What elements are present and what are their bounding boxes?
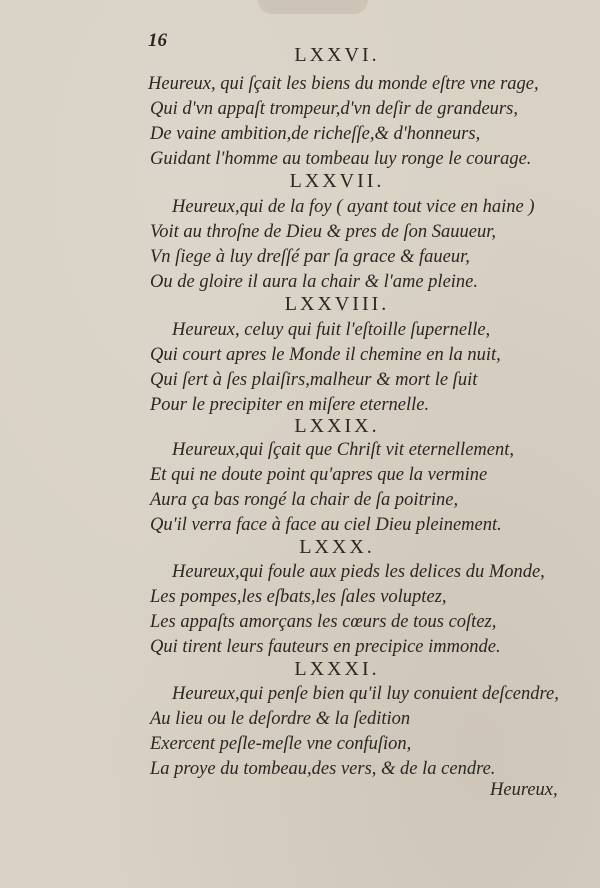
page-number: 16 [148, 30, 167, 51]
verse-line: Guidant l'homme au tombeau luy ronge le courage. [150, 149, 532, 169]
stanza-heading: LXXVI. [294, 44, 380, 66]
verse-line: Heureux, celuy qui fuit l'eſtoille ſupernelle, [172, 320, 491, 340]
catchword: Heureux, [490, 780, 558, 800]
verse-line: Qui court apres le Monde il chemine en la nuit, [150, 345, 501, 365]
verse-line: Qui d'vn appaſt trompeur,d'vn deſir de grandeurs, [150, 99, 518, 119]
verse-line: Au lieu ou le deſordre & la ſedition [150, 709, 411, 729]
verse-line: Aura ça bas rongé la chair de ſa poitrine, [150, 490, 459, 510]
verse-line: Qu'il verra face à face au ciel Dieu pleinement. [150, 515, 502, 535]
stanza-heading: LXXIX. [294, 415, 380, 437]
verse-line: Et qui ne doute point qu'apres que la vermine [150, 465, 488, 485]
stanza-heading: LXXVIII. [284, 293, 390, 315]
verse-line: Vn ſiege à luy dreſſé par ſa grace & faueur, [150, 247, 470, 267]
stanza-heading: LXXXI. [294, 658, 380, 680]
verse-line: Pour le precipiter en miſere eternelle. [150, 395, 430, 415]
verse-line: Heureux,qui penſe bien qu'il luy conuient deſcendre, [172, 684, 559, 704]
verse-line: Exercent peſle-meſle vne confuſion, [150, 734, 412, 754]
verse-line: Les pompes,les eſbats,les ſales voluptez, [150, 587, 447, 607]
verse-line: Les appaſts amorçans les cœurs de tous coſtez, [150, 612, 497, 632]
verse-line: Heureux,qui ſçait que Chriſt vit eternellement, [172, 440, 514, 460]
verse-line: Heureux, qui ſçait les biens du monde eſtre vne rage, [148, 74, 539, 94]
verse-line: Heureux,qui foule aux pieds les delices du Monde, [172, 562, 545, 582]
stanza-heading: LXXX. [299, 536, 375, 558]
verse-line: De vaine ambition,de richeſſe,& d'honneurs, [150, 124, 481, 144]
verse-line: Ou de gloire il aura la chair & l'ame pleine. [150, 272, 479, 292]
verse-line: Voit au throſne de Dieu & pres de ſon Sauueur, [150, 222, 496, 242]
verse-line: Heureux,qui de la foy ( ayant tout vice en haine ) [172, 197, 535, 217]
stanza-heading: LXXVII. [289, 170, 385, 192]
verse-line: Qui tirent leurs fauteurs en precipice immonde. [150, 637, 501, 657]
verse-line: Qui ſert à ſes plaiſirs,malheur & mort le ſuit [150, 370, 478, 390]
verse-line: La proye du tombeau,des vers, & de la cendre. [150, 759, 496, 779]
paper-stain [258, 0, 368, 14]
